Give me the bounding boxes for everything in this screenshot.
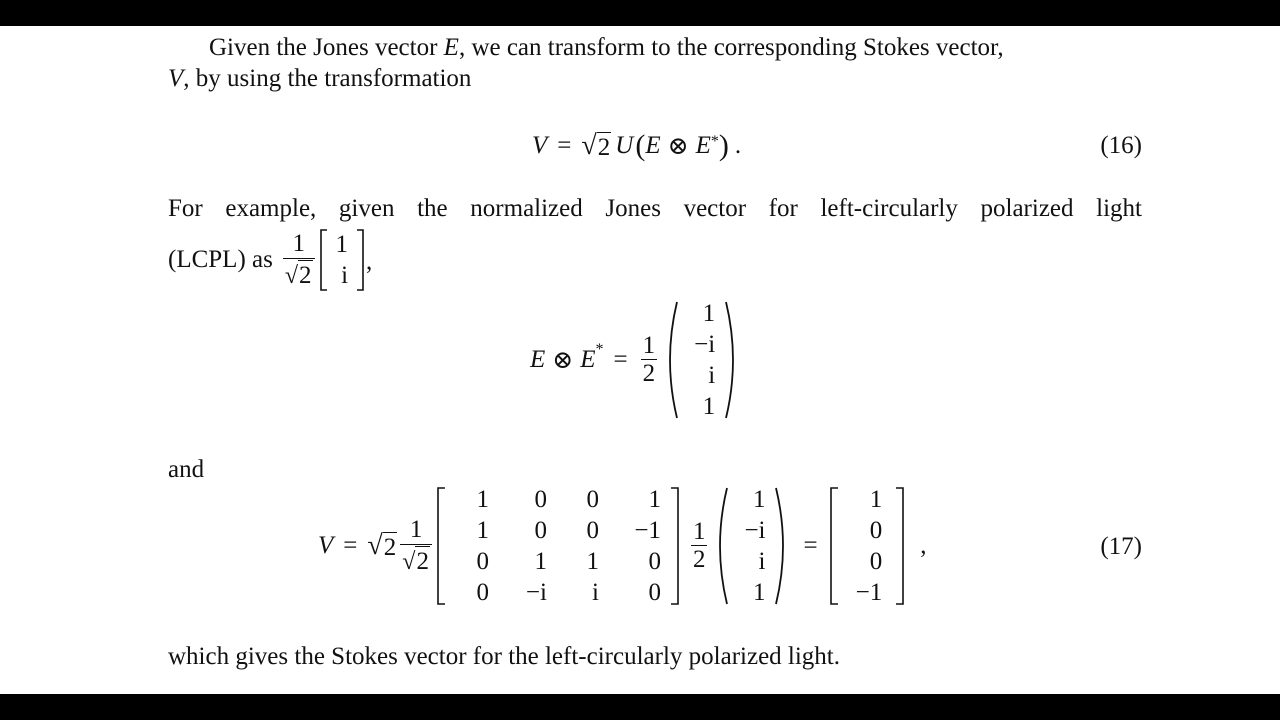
- outer-product-vector: 1 −i i 1: [744, 486, 766, 606]
- and-text: and: [168, 456, 205, 483]
- one-half: $\frac{1}{2}$: [692, 517, 706, 573]
- document-page: [0, 26, 1280, 694]
- equation-number-16: (16): [1100, 132, 1142, 159]
- equation-16: V = √ 2 U ( E ⊗ E * ) .: [532, 129, 742, 162]
- jones-vector: 1 i: [335, 231, 349, 289]
- stokes-vector: 1 0 0 −1: [855, 486, 883, 606]
- right-paren: [773, 486, 793, 606]
- left-bracket: [828, 486, 840, 606]
- equation-number-17: (17): [1100, 533, 1142, 560]
- example-line-1: For example, given the normalized Jones vector for left-circularly polarized light: [168, 195, 1142, 222]
- equation-17: V = √ 2 1 √ 2 1 0 0 1 1 0 0 −1 0 1 1 0 0 −i i 0 $\frac{1}{2}$ 1 −i i 1 = 1 0 0 −1 ,: [318, 486, 927, 606]
- example-line-2: (LCPL) as 1 √ 2 1 i ,: [168, 228, 372, 292]
- left-bracket: [435, 486, 447, 606]
- outer-product-vector: 1 −i i 1: [694, 300, 716, 420]
- one-half: $\frac{1}{2}$: [642, 331, 656, 387]
- sqrt-2: √ 2: [581, 130, 611, 161]
- left-paren: [660, 300, 680, 420]
- right-bracket: [894, 486, 906, 606]
- left-bracket: [318, 228, 330, 292]
- right-bracket: [354, 228, 366, 292]
- one-over-sqrt2: 1 √ 2: [400, 517, 432, 575]
- left-paren: [710, 486, 730, 606]
- intro-line-2: V, by using the transformation: [168, 65, 472, 92]
- equation-outer-product: E ⊗ E * = $\frac{1}{2}$ 1 −i i 1: [530, 298, 743, 422]
- one-over-sqrt2: 1 √ 2: [283, 231, 315, 289]
- intro-line-1: Given the Jones vector E, we can transform to the corresponding Stokes vector,: [209, 34, 1004, 61]
- sqrt-2: √ 2: [367, 530, 397, 561]
- closing-line: which gives the Stokes vector for the left-circularly polarized light.: [168, 643, 840, 670]
- right-bracket: [669, 486, 681, 606]
- transform-matrix: 1 0 0 1 1 0 0 −1 0 1 1 0 0 −i i 0: [476, 486, 661, 606]
- right-paren: [723, 300, 743, 420]
